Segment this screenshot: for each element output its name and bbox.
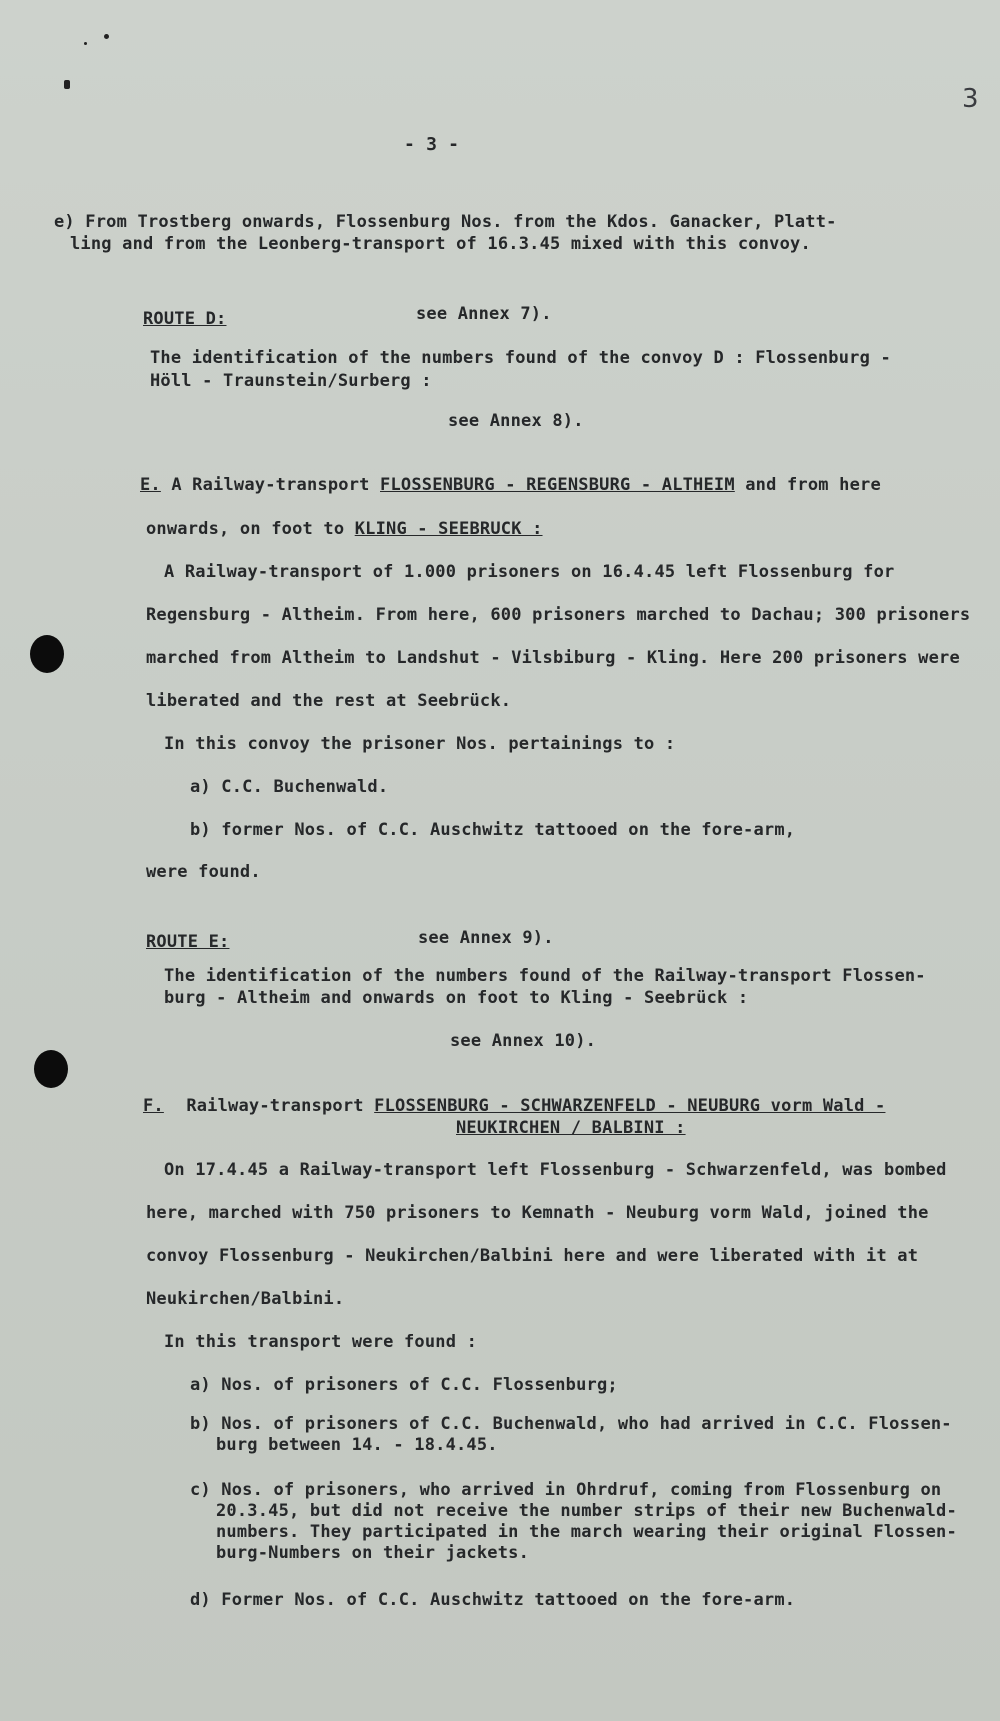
paragraph-line: The identification of the numbers found of the Railway-transport Flossen- bbox=[164, 966, 926, 986]
list-item: d) Former Nos. of C.C. Auschwitz tattooed on the fore-arm. bbox=[190, 1590, 796, 1610]
paragraph-line: burg - Altheim and onwards on foot to Kling - Seebrück : bbox=[164, 988, 749, 1008]
heading-text: and from here bbox=[745, 475, 881, 495]
section-e-heading bbox=[140, 475, 881, 495]
ink-speck bbox=[104, 34, 109, 39]
route-d-heading: ROUTE D: bbox=[143, 309, 227, 329]
paragraph-line: liberated and the rest at Seebrück. bbox=[146, 691, 512, 711]
annex-reference: see Annex 7). bbox=[416, 304, 552, 324]
list-item: 20.3.45, but did not receive the number strips of their new Buchenwald- bbox=[216, 1501, 957, 1521]
annex-reference: see Annex 10). bbox=[450, 1031, 597, 1051]
section-f-heading-line2: NEUKIRCHEN / BALBINI : bbox=[456, 1118, 686, 1138]
punch-hole bbox=[34, 1050, 68, 1088]
ink-speck bbox=[84, 42, 87, 45]
route-name: KLING - SEEBRUCK : bbox=[354, 519, 543, 539]
paragraph-line: On 17.4.45 a Railway-transport left Flossenburg - Schwarzenfeld, was bombed bbox=[164, 1160, 947, 1180]
heading-text: A Railway-transport bbox=[171, 475, 370, 495]
list-item: c) Nos. of prisoners, who arrived in Ohrdruf, coming from Flossenburg on bbox=[190, 1480, 942, 1500]
annex-reference: see Annex 9). bbox=[418, 928, 554, 948]
paragraph-line: Höll - Traunstein/Surberg : bbox=[150, 371, 432, 391]
paragraph-line: Neukirchen/Balbini. bbox=[146, 1289, 345, 1309]
paragraph-line: ling and from the Leonberg-transport of 16.3.45 mixed with this convoy. bbox=[70, 234, 811, 254]
section-e-heading-line2 bbox=[146, 519, 543, 539]
heading-text: onwards, on foot to bbox=[146, 519, 345, 539]
route-e-heading: ROUTE E: bbox=[146, 932, 230, 952]
handwritten-page-number: 3 bbox=[962, 84, 979, 114]
paragraph-line: Regensburg - Altheim. From here, 600 prisoners marched to Dachau; 300 prisoners bbox=[146, 605, 971, 625]
paragraph-line: A Railway-transport of 1.000 prisoners on 16.4.45 left Flossenburg for bbox=[164, 562, 895, 582]
list-item: burg between 14. - 18.4.45. bbox=[216, 1435, 498, 1455]
paragraph-line: e) From Trostberg onwards, Flossenburg Nos. from the Kdos. Ganacker, Platt- bbox=[54, 212, 837, 232]
route-name: FLOSSENBURG - REGENSBURG - ALTHEIM bbox=[380, 475, 735, 495]
list-item: a) Nos. of prisoners of C.C. Flossenburg; bbox=[190, 1375, 618, 1395]
section-f-heading bbox=[143, 1096, 885, 1116]
paragraph-line: here, marched with 750 prisoners to Kemnath - Neuburg vorm Wald, joined the bbox=[146, 1203, 929, 1223]
paragraph-line: In this transport were found : bbox=[164, 1332, 478, 1352]
punch-hole bbox=[30, 635, 64, 673]
list-item: b) former Nos. of C.C. Auschwitz tattooed on the fore-arm, bbox=[190, 820, 796, 840]
ink-speck bbox=[64, 80, 70, 89]
section-letter: F. bbox=[143, 1096, 164, 1116]
list-item: b) Nos. of prisoners of C.C. Buchenwald, who had arrived in C.C. Flossen- bbox=[190, 1414, 952, 1434]
list-item: burg-Numbers on their jackets. bbox=[216, 1543, 530, 1563]
paragraph-line: The identification of the numbers found of the convoy D : Flossenburg - bbox=[150, 348, 891, 368]
paragraph-line: were found. bbox=[146, 862, 261, 882]
route-name: FLOSSENBURG - SCHWARZENFELD - NEUBURG vorm Wald - bbox=[374, 1096, 886, 1116]
paragraph-line: In this convoy the prisoner Nos. pertainings to : bbox=[164, 734, 676, 754]
paragraph-line: convoy Flossenburg - Neukirchen/Balbini here and were liberated with it at bbox=[146, 1246, 919, 1266]
page-marker: - 3 - bbox=[404, 134, 460, 155]
section-letter: E. bbox=[140, 475, 161, 495]
list-item: a) C.C. Buchenwald. bbox=[190, 777, 389, 797]
annex-reference: see Annex 8). bbox=[448, 411, 584, 431]
list-item: numbers. They participated in the march wearing their original Flossen- bbox=[216, 1522, 957, 1542]
heading-text: Railway-transport bbox=[186, 1096, 364, 1116]
paragraph-line: marched from Altheim to Landshut - Vilsbiburg - Kling. Here 200 prisoners were bbox=[146, 648, 960, 668]
